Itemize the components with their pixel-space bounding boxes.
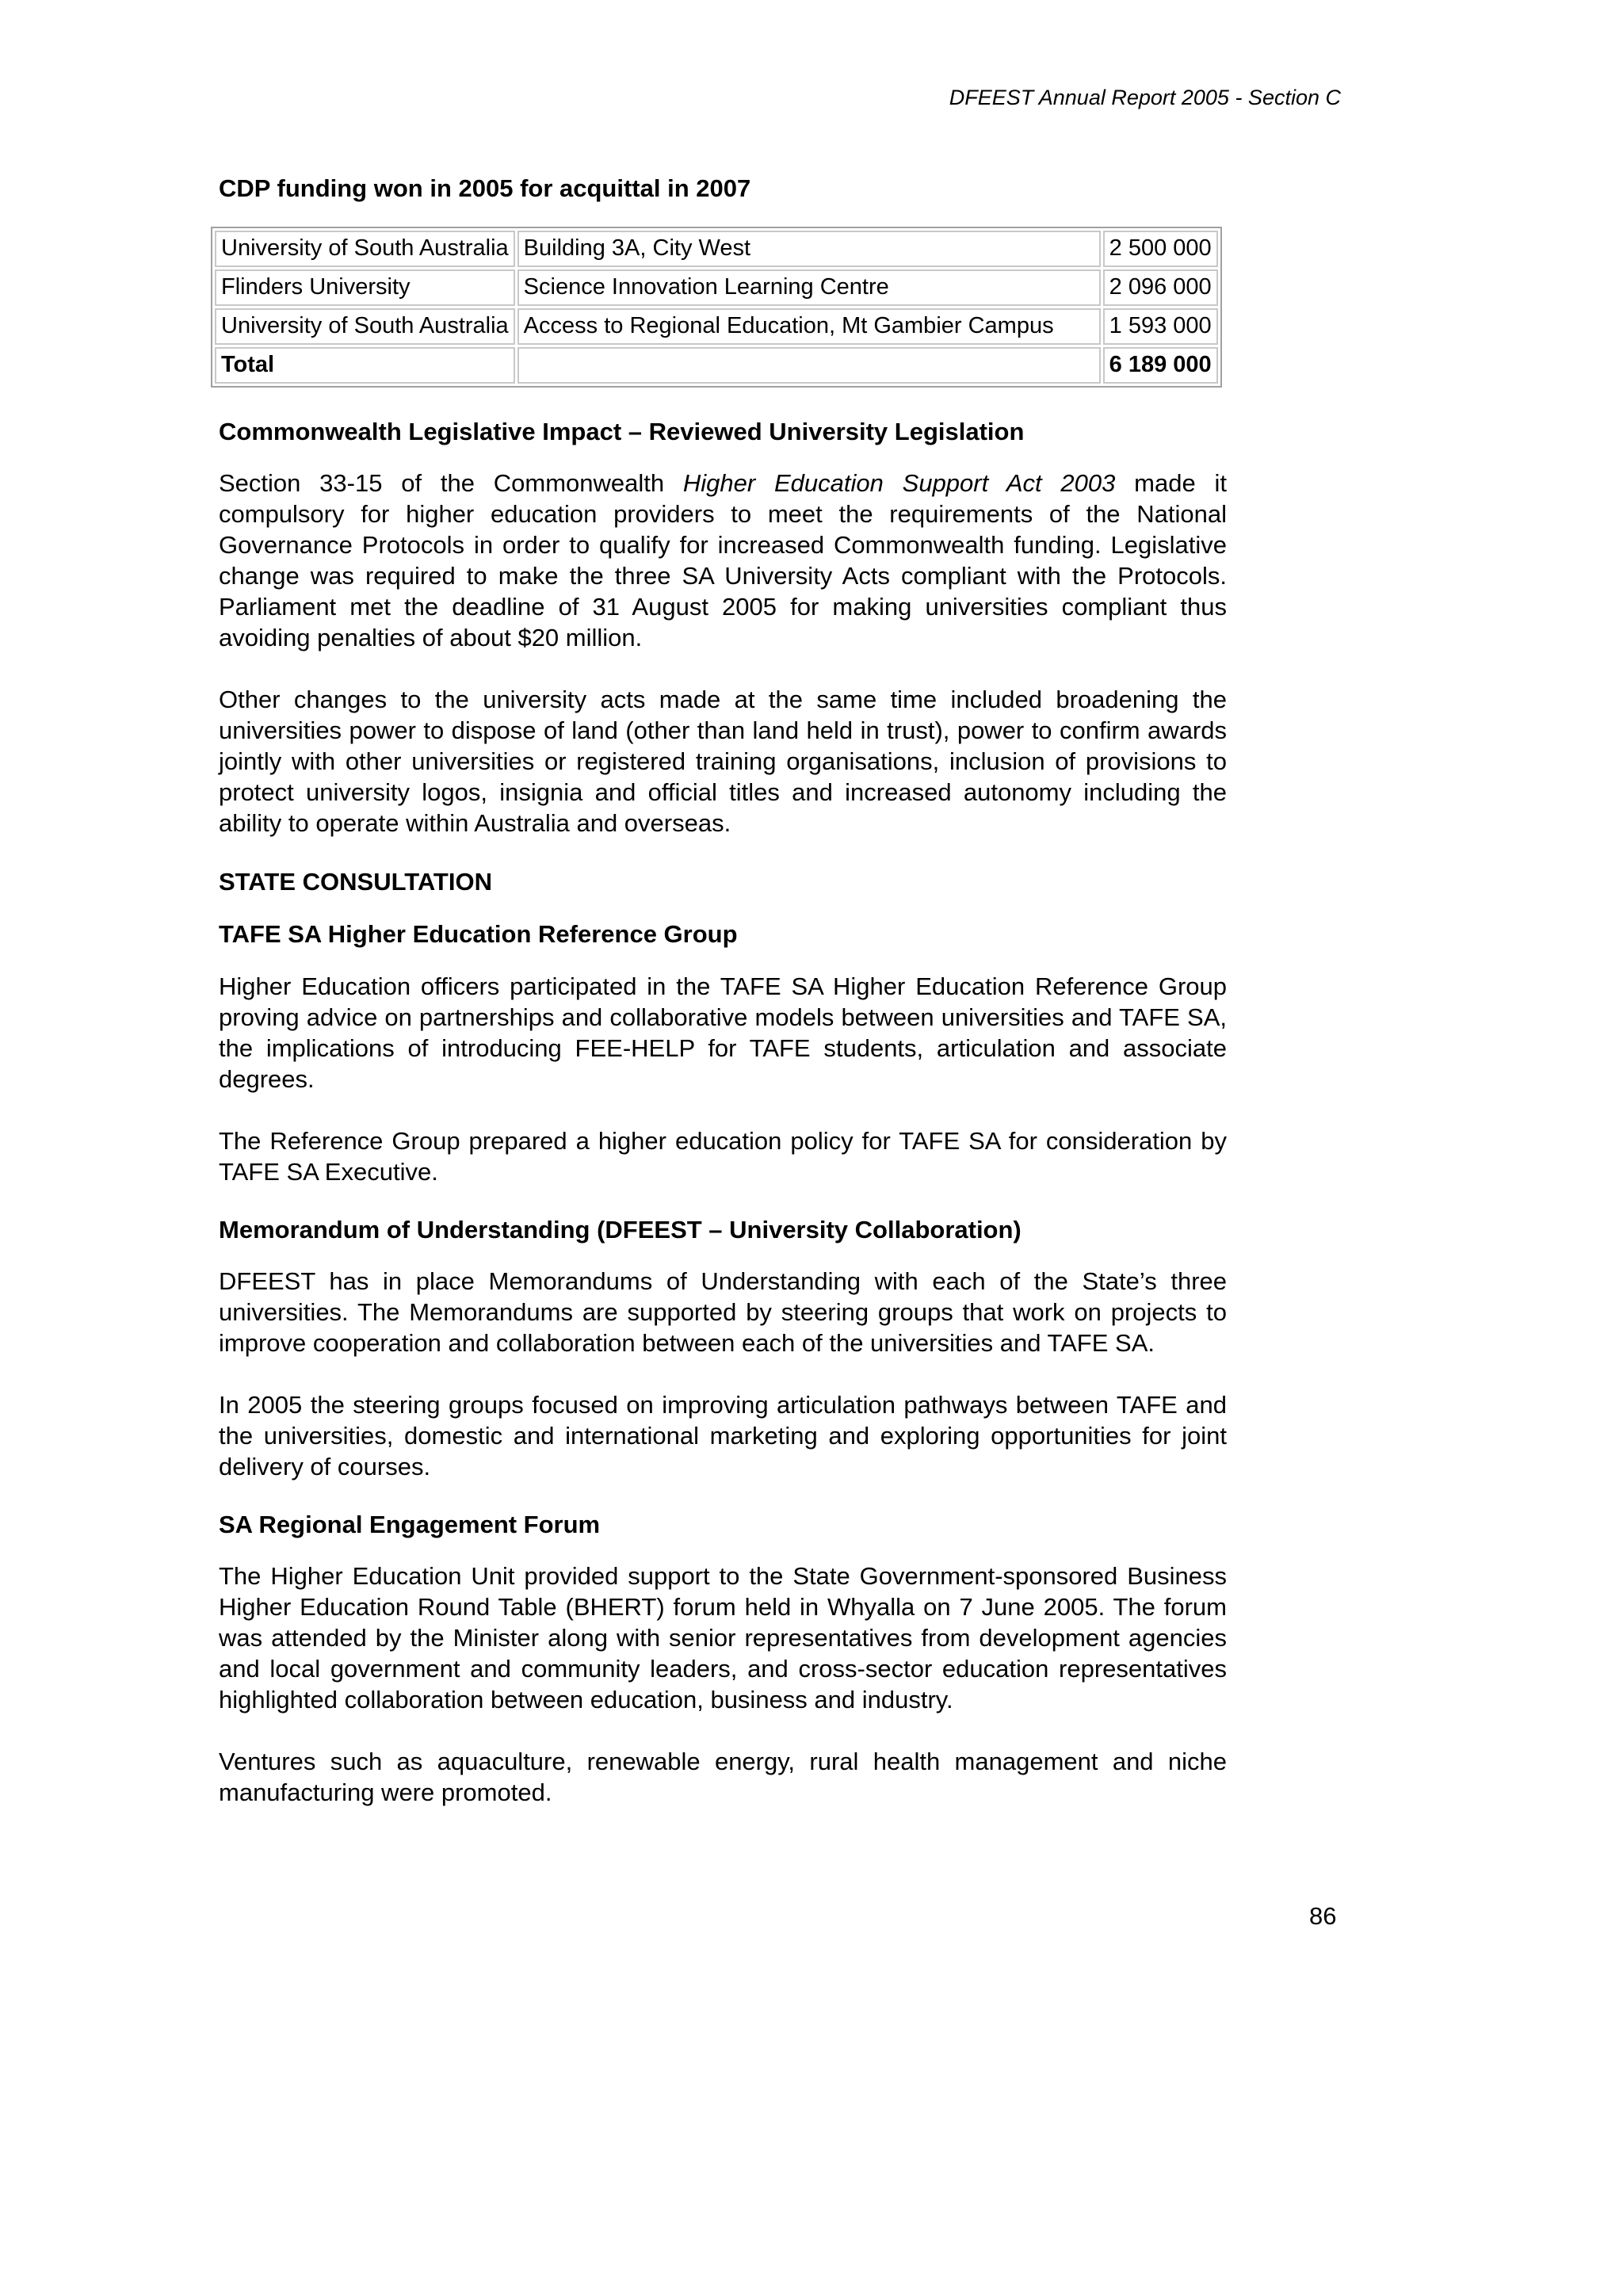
cdp-heading: CDP funding won in 2005 for acquittal in 2007 [219, 174, 751, 202]
amount-cell: 2 096 000 [1103, 269, 1218, 306]
page-header: DFEEST Annual Report 2005 - Section C [949, 86, 1341, 109]
legislative-p1-end: made it compulsory for higher education providers to meet the requirements of the National Governance Protocols in order to qualify for increased Commonwealth funding. Legislative change was required to make the three SA University Acts compliant with the Protocols. Parliament met the deadline of 31 August 2005 for making universities compliant thus avoiding penalties of about $20 million. [219, 469, 1227, 651]
legislative-p1-start: Section 33-15 of the Commonwealth [219, 469, 683, 497]
mou-heading: Memorandum of Understanding (DFEEST – University Collaboration) [219, 1216, 1022, 1244]
legislative-paragraph-2: Other changes to the university acts made at the same time included broadening the universities power to dispose of land (other than land held in trust), power to confirm awards jointly with other universities or registered training organisations, inclusion of provisions to protect university logos, insignia and official titles and increased autonomy including the ability to operate within Australia and overseas. [219, 686, 1227, 837]
mou-paragraph-2: In 2005 the steering groups focused on improving articulation pathways between TAFE and the universities, domestic and international marketing and exploring opportunities for joint delivery of courses. [219, 1391, 1227, 1480]
total-amount-cell: 6 189 000 [1103, 347, 1218, 384]
total-label-cell: Total [215, 347, 515, 384]
table-total-row [215, 347, 1218, 384]
report-content [219, 173, 1227, 1808]
legislative-heading: Commonwealth Legislative Impact – Reviewed University Legislation [219, 418, 1025, 445]
cdp-funding-table [211, 227, 1222, 388]
regional-paragraph-2: Ventures such as aquaculture, renewable energy, rural health management and niche manufacturing were promoted. [219, 1748, 1227, 1806]
table-row [215, 269, 1218, 306]
legislative-paragraph-1 [219, 468, 1227, 653]
table-row [215, 231, 1218, 267]
state-consultation-heading: STATE CONSULTATION [219, 868, 492, 896]
tafe-paragraph-1: Higher Education officers participated in the TAFE SA Higher Education Reference Group proving advice on partnerships and collaborative models between universities and TAFE SA, the implications of introducing FEE-HELP for TAFE students, articulation and associate degrees. [219, 972, 1227, 1093]
project-cell: Science Innovation Learning Centre [517, 269, 1101, 306]
tafe-heading: TAFE SA Higher Education Reference Group [219, 920, 738, 948]
institution-cell: Flinders University [215, 269, 515, 306]
tafe-paragraph-2: The Reference Group prepared a higher education policy for TAFE SA for consideration by TAFE SA Executive. [219, 1127, 1227, 1186]
regional-paragraph-1: The Higher Education Unit provided support to the State Government-sponsored Business Higher Education Round Table (BHERT) forum held in Whyalla on 7 June 2005. The forum was attended by the Minister along with senior representatives from development agencies and local government and community leaders, and cross-sector education representatives highlighted collaboration between education, business and industry. [219, 1562, 1227, 1713]
page-number: 86 [1309, 1902, 1337, 1930]
amount-cell: 2 500 000 [1103, 231, 1218, 267]
amount-cell: 1 593 000 [1103, 308, 1218, 345]
institution-cell: University of South Australia [215, 231, 515, 267]
act-title: Higher Education Support Act 2003 [682, 469, 1116, 497]
table-row [215, 308, 1218, 345]
project-cell: Access to Regional Education, Mt Gambier Campus [517, 308, 1101, 345]
total-project-cell [517, 347, 1101, 384]
project-cell: Building 3A, City West [517, 231, 1101, 267]
mou-paragraph-1: DFEEST has in place Memorandums of Understanding with each of the State’s three universities. The Memorandums are supported by steering groups that work on projects to improve cooperation and collaboration between each of the universities and TAFE SA. [219, 1267, 1227, 1357]
regional-heading: SA Regional Engagement Forum [219, 1511, 601, 1538]
institution-cell: University of South Australia [215, 308, 515, 345]
